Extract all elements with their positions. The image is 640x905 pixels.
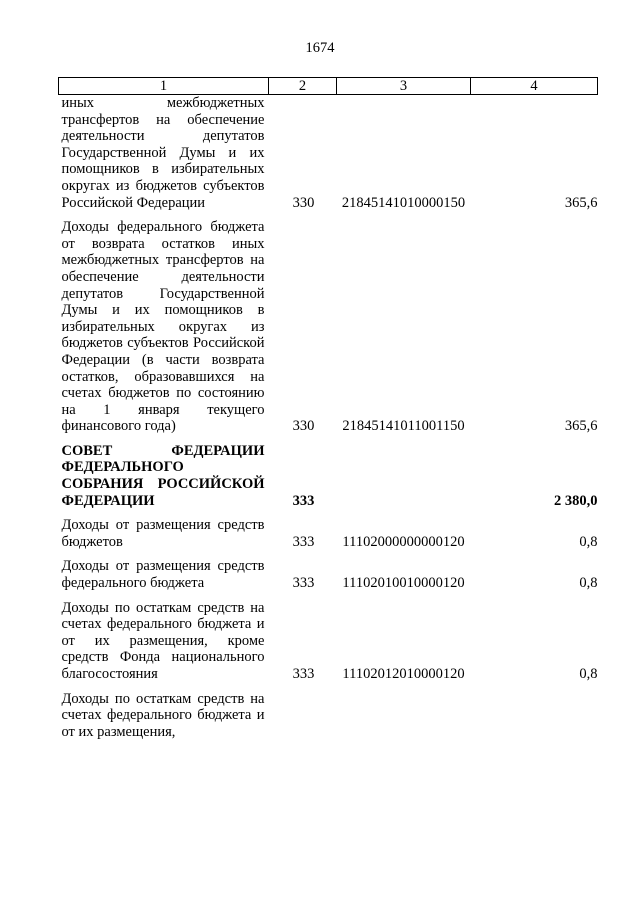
row-description: Доходы по остаткам средств на счетах федерального бюджета и от их размещения, кроме средств Фонда национального благосостояния [61, 599, 265, 682]
row-description: СОВЕТ ФЕДЕРАЦИИ ФЕДЕРАЛЬНОГО СОБРАНИЯ РОССИЙСКОЙ ФЕДЕРАЦИИ [61, 442, 265, 509]
row-description: иных межбюджетных трансфертов на обеспечение деятельности депутатов Государственной Думы и их помощников в избирательных округах из бюджетов субъектов Российской Федерации [61, 95, 265, 211]
page-number: 1674 [305, 40, 335, 56]
row-code: 333 [292, 666, 315, 682]
row-kbk: 21845141011001150 [342, 418, 465, 435]
table-row [59, 211, 598, 435]
row-kbk [337, 683, 471, 741]
header-col-4: 4 [471, 78, 598, 95]
table-row [59, 683, 598, 741]
row-amount: 0,8 [579, 666, 598, 682]
table-row [59, 550, 598, 591]
row-description: Доходы по остаткам средств на счетах федерального бюджета и от их размещения, [61, 690, 265, 740]
table-header [59, 78, 598, 95]
row-amount: 2 380,0 [554, 492, 598, 509]
header-col-2: 2 [269, 78, 337, 95]
table-body [59, 95, 598, 741]
row-kbk [337, 435, 471, 509]
table-row [59, 509, 598, 550]
row-code: 333 [292, 575, 315, 592]
row-amount [471, 683, 598, 741]
row-kbk: 21845141010000150 [341, 194, 466, 211]
row-description: Доходы от размещения средств федерального бюджета [61, 558, 265, 592]
row-code: 330 [292, 194, 315, 211]
table-row [59, 95, 598, 212]
budget-table [58, 77, 598, 740]
row-code: 333 [292, 533, 315, 550]
row-code [269, 683, 337, 741]
row-description: Доходы от размещения средств бюджетов [61, 517, 265, 550]
row-code: 330 [292, 418, 315, 435]
row-amount: 0,8 [579, 575, 598, 592]
row-amount: 365,6 [564, 418, 598, 435]
table-row [59, 592, 598, 683]
table-row [59, 435, 598, 509]
row-kbk: 11102000000000120 [342, 533, 465, 550]
row-amount: 0,8 [579, 533, 598, 550]
header-col-1: 1 [59, 78, 269, 95]
row-description: Доходы федерального бюджета от возврата остатков иных межбюджетных трансфертов на обеспечение деятельности депутатов Государственной Думы и их помощников в избирательных округах из бюджетов субъектов Российской Федерации (в части возврата остатков, образовавшихся на счетах бюджетов по состоянию на 1 января текущего финансового года) [61, 219, 265, 435]
row-kbk: 11102012010000120 [342, 666, 465, 682]
row-code: 333 [292, 492, 315, 509]
row-amount: 365,6 [564, 194, 598, 211]
row-kbk: 11102010010000120 [342, 575, 465, 592]
header-col-3: 3 [337, 78, 471, 95]
